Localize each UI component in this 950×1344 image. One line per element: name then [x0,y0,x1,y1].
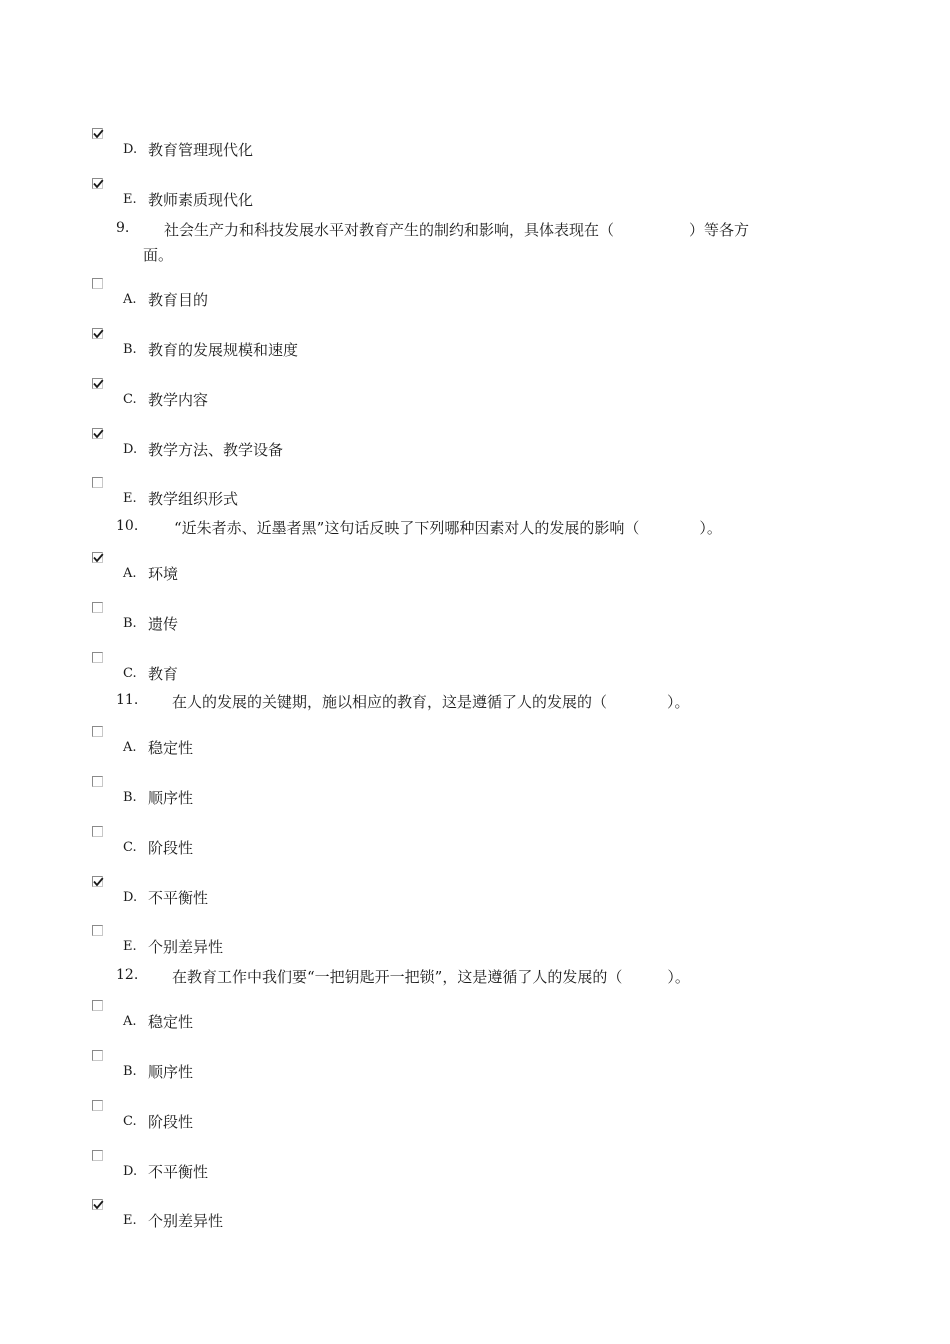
option-text: 遗传 [148,615,179,633]
question-number: 11. [116,692,139,708]
checkmark-icon [93,429,104,440]
answer-option[interactable] [0,128,950,168]
option-text: 教育管理现代化 [148,141,254,159]
option-text: 顺序性 [148,1063,194,1081]
question-number: 9. [116,220,130,236]
option-letter: E. [123,1213,137,1228]
checkbox[interactable] [92,826,103,837]
answer-option[interactable] [0,876,950,916]
question-number: 10. [116,518,139,534]
checkbox-checked[interactable] [92,128,103,139]
answer-option[interactable] [0,1050,950,1090]
option-text: 个别差异性 [148,1212,224,1230]
checkmark-icon [93,329,104,340]
checkmark-icon [93,1200,104,1211]
option-letter: E. [123,491,137,506]
question-text: 在人的发展的关键期，施以相应的教育，这是遵循了人的发展的（ ）。 [172,693,690,711]
checkbox[interactable] [92,652,103,663]
question-number: 12. [116,967,139,983]
answer-option[interactable] [0,178,950,218]
option-letter: D. [123,890,138,905]
option-text: 稳定性 [148,739,194,757]
answer-option[interactable] [0,328,950,368]
option-letter: D. [123,142,138,157]
option-text: 教育 [148,665,179,683]
option-text: 教师素质现代化 [148,191,254,209]
answer-option[interactable] [0,1150,950,1190]
answer-option[interactable] [0,1100,950,1140]
option-letter: A. [123,740,137,755]
checkbox-checked[interactable] [92,552,103,563]
option-letter: B. [123,616,137,631]
checkbox[interactable] [92,925,103,936]
question [0,690,950,730]
option-text: 教学内容 [148,391,209,409]
option-text: 教学方法、教学设备 [148,441,284,459]
checkbox[interactable] [92,726,103,737]
option-letter: A. [123,292,137,307]
option-letter: A. [123,566,137,581]
option-letter: C. [123,392,137,407]
checkbox[interactable] [92,1000,103,1011]
option-letter: A. [123,1014,137,1029]
option-letter: E. [123,192,137,207]
checkmark-icon [93,877,104,888]
option-letter: D. [123,1164,138,1179]
checkmark-icon [93,179,104,190]
checkbox-checked[interactable] [92,1199,103,1210]
option-text: 教学组织形式 [148,490,239,508]
answer-option[interactable] [0,552,950,592]
option-letter: C. [123,840,137,855]
answer-option[interactable] [0,477,950,517]
option-text: 不平衡性 [148,1163,209,1181]
option-letter: C. [123,1114,137,1129]
answer-option[interactable] [0,1199,950,1239]
answer-option[interactable] [0,652,950,692]
question-text-continued: 面。 [143,246,174,264]
option-text: 不平衡性 [148,889,209,907]
option-text: 阶段性 [148,1113,194,1131]
checkbox-checked[interactable] [92,876,103,887]
option-text: 教育的发展规模和速度 [148,341,299,359]
question-text: 社会生产力和科技发展水平对教育产生的制约和影响，具体表现在（ ）等各方 [164,221,750,239]
option-letter: D. [123,442,138,457]
checkbox-checked[interactable] [92,178,103,189]
option-letter: B. [123,1064,137,1079]
option-letter: B. [123,342,137,357]
answer-option[interactable] [0,428,950,468]
option-text: 教育目的 [148,291,209,309]
option-letter: C. [123,666,137,681]
checkbox-checked[interactable] [92,328,103,339]
question-text: 在教育工作中我们要“一把钥匙开一把锁”，这是遵循了人的发展的（ ）。 [172,968,690,986]
question [0,218,950,268]
answer-option[interactable] [0,378,950,418]
option-letter: B. [123,790,137,805]
checkbox[interactable] [92,278,103,289]
checkbox-checked[interactable] [92,428,103,439]
checkbox[interactable] [92,602,103,613]
question [0,516,950,556]
checkmark-icon [93,379,104,390]
answer-option[interactable] [0,278,950,318]
checkbox[interactable] [92,1050,103,1061]
question-text: “近朱者赤、近墨者黑”这句话反映了下列哪种因素对人的发展的影响（ ）。 [174,519,722,537]
option-text: 环境 [148,565,179,583]
answer-option[interactable] [0,726,950,766]
checkbox[interactable] [92,1100,103,1111]
checkbox-checked[interactable] [92,378,103,389]
option-text: 顺序性 [148,789,194,807]
option-text: 阶段性 [148,839,194,857]
question [0,965,950,1005]
answer-option[interactable] [0,776,950,816]
option-text: 稳定性 [148,1013,194,1031]
answer-option[interactable] [0,826,950,866]
checkmark-icon [93,129,104,140]
answer-option[interactable] [0,925,950,965]
option-letter: E. [123,939,137,954]
checkbox[interactable] [92,1150,103,1161]
answer-option[interactable] [0,1000,950,1040]
checkbox[interactable] [92,776,103,787]
checkmark-icon [93,553,104,564]
answer-option[interactable] [0,602,950,642]
option-text: 个别差异性 [148,938,224,956]
checkbox[interactable] [92,477,103,488]
